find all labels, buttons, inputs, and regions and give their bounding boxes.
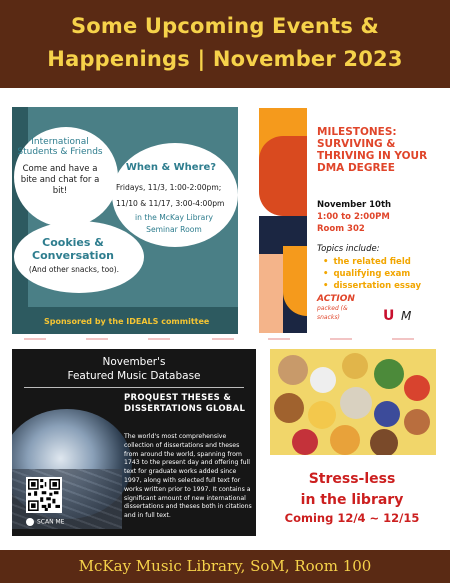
bite-chat-text: Come and have a bite and chat for a bit! — [20, 164, 100, 196]
topics-label: Topics include: — [317, 244, 380, 254]
stressless-line2: in the library — [300, 492, 404, 508]
heading-rule — [24, 387, 244, 388]
stressless-line1: Stress-less — [308, 471, 396, 487]
when-where-heading: When & Where? — [125, 162, 217, 173]
music-logo: M — [401, 309, 412, 323]
scan-icon — [26, 518, 34, 526]
divider — [330, 338, 352, 340]
divider — [212, 338, 234, 340]
action-sub-label: packed (& snacks) — [317, 305, 348, 321]
food-bowl — [274, 393, 304, 423]
footer-text: McKay Music Library, SoM, Room 100 — [78, 557, 372, 575]
event-room: in the McKay Library Seminar Room — [135, 213, 213, 234]
divider — [148, 338, 170, 340]
featured-database-panel — [12, 349, 256, 536]
food-bowl — [308, 401, 336, 429]
page-title-line2: Happenings | November 2023 — [47, 47, 403, 71]
database-description: The world's most comprehensive collection of dissertations and theses from around the world, spanning from 1743 to the present day and offering full text for graduate works added since 1997, along with selected full text for works written prior to 1997. It contains a significant amount of new international dissertations and theses both in citations and in full text. — [124, 433, 252, 520]
food-bowl — [370, 429, 398, 455]
food-bowl — [292, 429, 318, 455]
snacks-photo — [270, 349, 436, 455]
list-item: • qualifying exam — [323, 268, 421, 280]
divider — [392, 338, 414, 340]
intl-students-label: International Students & Friends — [17, 137, 103, 157]
page-title-line1: Some Upcoming Events & — [70, 14, 380, 38]
food-bowl — [340, 387, 372, 419]
stressless-title — [262, 469, 442, 511]
divider — [24, 338, 46, 340]
milestones-panel — [259, 108, 437, 333]
decor-stripe — [259, 254, 283, 333]
action-label: ACTION — [317, 294, 355, 304]
university-logo: U — [383, 308, 395, 324]
stressless-dates: Coming 12/4 ~ 12/15 — [284, 511, 420, 525]
decor-stripe — [283, 246, 307, 316]
milestones-title: MILESTONES: SURVIVING & THRIVING IN YOUR DMA DEGREE — [317, 126, 428, 174]
qr-code[interactable] — [26, 477, 62, 513]
milestones-time: 1:00 to 2:00PM — [317, 212, 390, 222]
food-bowl — [330, 425, 360, 455]
database-name-line2: DISSERTATIONS GLOBAL — [124, 404, 246, 414]
food-bowl — [310, 367, 336, 393]
divider — [86, 338, 108, 340]
food-bowl — [374, 401, 400, 427]
divider — [268, 338, 290, 340]
qr-code-icon — [28, 479, 60, 511]
milestones-room: Room 302 — [317, 224, 365, 234]
database-name-line1: PROQUEST THESES & — [124, 393, 232, 403]
food-bowl — [404, 409, 430, 435]
scan-me-label — [26, 518, 64, 526]
database-heading-line1: November's — [102, 356, 166, 368]
database-heading-line2: Featured Music Database — [67, 370, 201, 382]
food-bowl — [404, 375, 430, 401]
food-bowl — [278, 355, 308, 385]
event-dates-2: 11/10 & 11/17, 3:00-4:00pm — [116, 199, 225, 208]
list-item: • dissertation essay — [323, 280, 421, 292]
topics-list — [323, 256, 421, 292]
database-heading — [12, 355, 256, 383]
food-bowl — [342, 353, 368, 379]
action-packed-logo — [317, 295, 367, 322]
sponsor-text: Sponsored by the IDEALS committee — [44, 317, 210, 326]
food-bowl — [374, 359, 404, 389]
scan-me-text: SCAN ME — [37, 518, 65, 526]
milestones-date: November 10th — [317, 200, 392, 210]
page-title — [0, 10, 450, 76]
cookies-heading: Cookies & Conversation — [32, 236, 114, 262]
list-item: • the related field — [323, 256, 421, 268]
snacks-text: (And other snacks, too). — [28, 265, 120, 274]
event-dates-1: Fridays, 11/3, 1:00-2:00pm; — [116, 183, 222, 192]
database-name — [124, 393, 254, 415]
decor-stripe — [259, 136, 307, 216]
